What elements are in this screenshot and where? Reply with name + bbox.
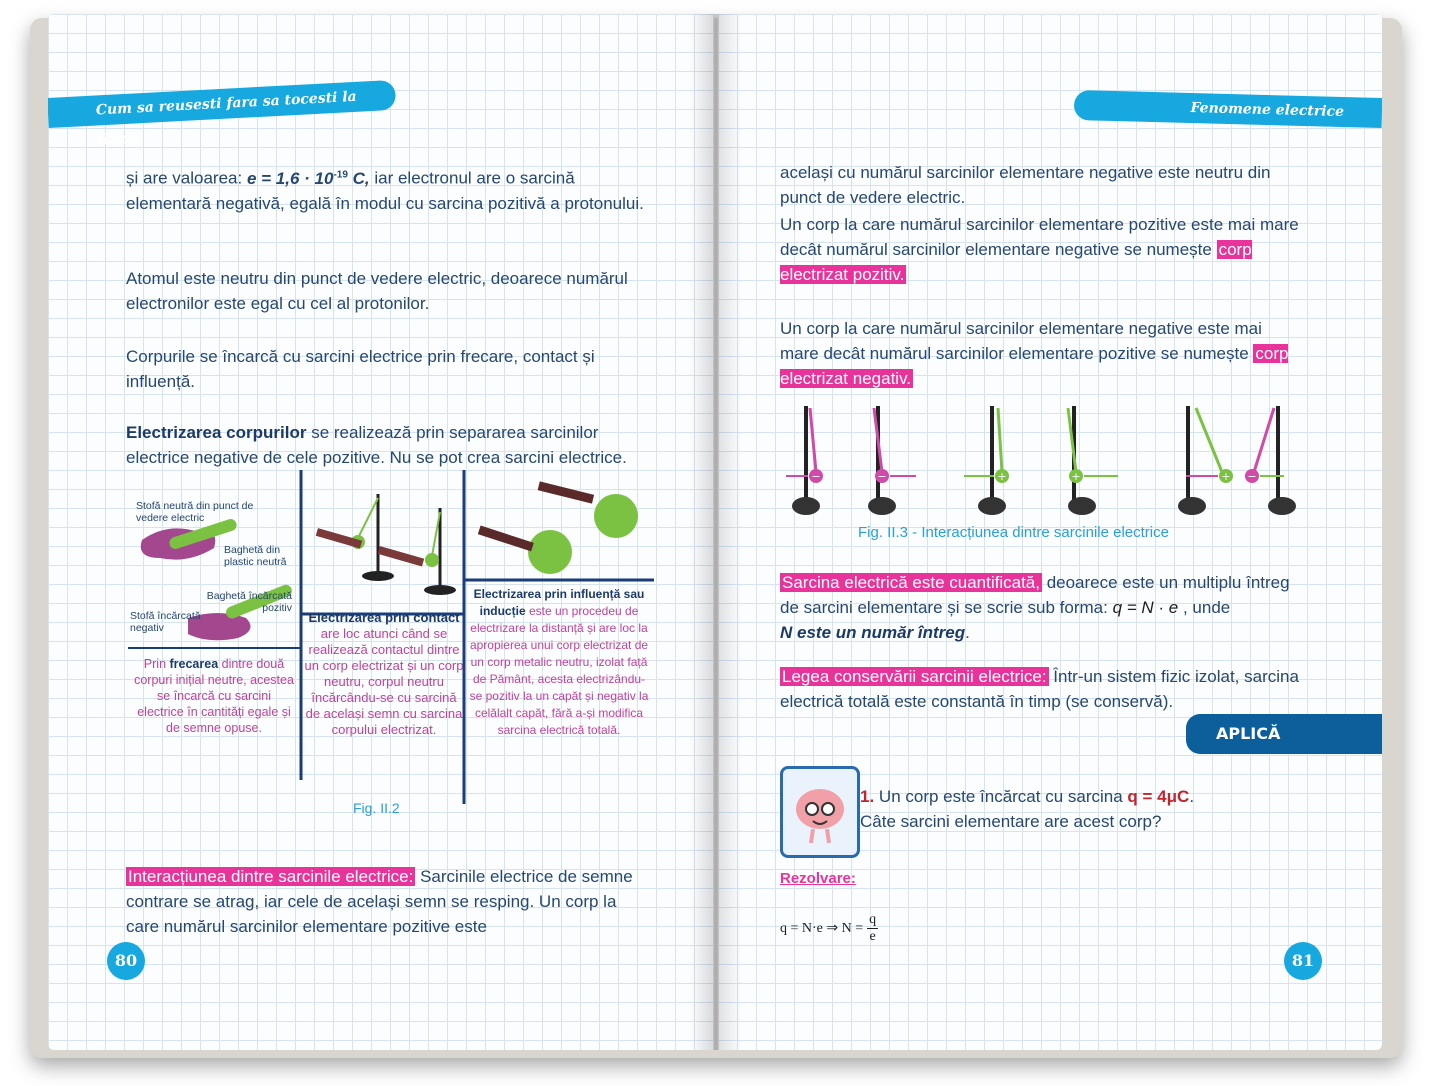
- rezolvare-label: Rezolvare:: [780, 870, 856, 887]
- pendulum-pair-attract: [1178, 406, 1296, 515]
- right-page-header: Fenomene electrice: [1074, 90, 1382, 128]
- left-para-4: Electrizarea corpurilor se realizează prin separarea sarcinilor electrice negative de cele pozitive. Nu se pot crea sarcini electrice.: [126, 423, 627, 467]
- induction-rod-1: [478, 526, 534, 552]
- induction-rod-2: [538, 481, 595, 503]
- right-para-5: Legea conservării sarcinii electrice: Într-un sistem fizic izolat, sarcina electrică totală este constantă în timp (se conservă).: [780, 667, 1299, 711]
- left-para-1: și are valoarea: $e = 1,6 \cdot 10^{-19}$ C, iar electronul are o sarcină elementară negativă, egală în modul cu sarcina pozitivă a protonului.: [126, 168, 644, 213]
- right-page: [718, 14, 1382, 1050]
- right-para-4: Sarcina electrică este cuantificată, deoarece este un multiplu întreg de sarcini elementare și se scrie sub forma: q = N · e , unde N este un număr întreg.: [780, 573, 1290, 642]
- pendulum-pair-repel-positive: [964, 406, 1118, 515]
- solution-formula: q = N·e ⇒ N = $\frac{q}{e}$: [780, 912, 877, 944]
- col-friction-text: Prin frecarea dintre două corpuri inițial neutre, acestea se încarcă cu sarcini electrice în cantități egale și de semne opuse.: [134, 657, 294, 735]
- contact-stand-2: [378, 508, 456, 595]
- left-para-2: Atomul este neutru din punct de vedere electric, deoarece numărul electronilor este egal cu cel al protonilor.: [126, 269, 628, 313]
- book-spine: [690, 14, 742, 1050]
- label-stofa-negativ: Stofă încărcată negativ: [130, 610, 201, 634]
- fig-caption-right: Fig. II.3 - Interacțiunea dintre sarcinile electrice: [858, 524, 1169, 541]
- left-para-5: Interacțiunea dintre sarcinile electrice: Sarcinile electrice de semne contrare se atrag, iar cele de același semn se resping. Un corp la care numărul sarcinilor elementare pozitive este: [126, 867, 633, 936]
- left-page: [48, 14, 714, 1050]
- left-para-3: Corpurile se încarcă cu sarcini electrice prin frecare, contact și influență.: [126, 347, 595, 391]
- contact-stand-1: [316, 494, 394, 581]
- page-number-left: 80: [107, 942, 145, 980]
- label-stofa-neutra: Stofă neutră din punct de vedere electric: [136, 500, 254, 524]
- right-para-1: același cu numărul sarcinilor elementare negative este neutru din punct de vedere electric.: [780, 163, 1271, 207]
- brain-icon: [780, 766, 860, 858]
- figure-pendulums: [778, 392, 1308, 522]
- svg-text:−: −: [1247, 470, 1257, 483]
- induction-sphere-2: [594, 494, 638, 538]
- svg-text:−: −: [877, 470, 887, 483]
- right-para-3: Un corp la care numărul sarcinilor elementare negative este mai mare decât numărul sarcinilor elementare pozitive se numește corp electrizat negativ.: [780, 319, 1289, 388]
- right-para-2: Un corp la care numărul sarcinilor elementare pozitive este mai mare decât numărul sarcinilor elementare negative se numește corp electrizat pozitiv.: [780, 215, 1299, 284]
- svg-text:+: +: [1221, 470, 1231, 483]
- left-page-header: Cum sa reusesti fara sa tocesti la fizica: [48, 80, 396, 128]
- page-number-right: 81: [1284, 942, 1322, 980]
- induction-sphere-1: [528, 530, 572, 574]
- fig-caption-left: Fig. II.2: [353, 800, 400, 816]
- svg-text:+: +: [1071, 470, 1081, 483]
- pendulum-pair-repel-negative: [786, 406, 916, 515]
- label-bagheta-plastic: Baghetă din plastic neutră: [224, 544, 287, 568]
- svg-text:−: −: [811, 470, 821, 483]
- col-contact-text: Electrizarea prin contact are loc atunci când se realizează contactul dintre un corp electrizat și un corp neutru, corpul neutru încărcându-se cu sarcină de același semn cu sarcina corpului electrizat.: [304, 610, 464, 737]
- svg-text:+: +: [997, 470, 1007, 483]
- aplica-banner: APLICĂ: [1186, 714, 1382, 754]
- label-bagheta-pozitiv: Baghetă încărcată pozitiv: [206, 590, 292, 614]
- col-induction-text: Electrizarea prin influență sau inducție este un procedeu de electrizare la distanță și are loc la apropierea unui corp electrizat de un corp metalic neutru, izolat față de Pământ, acesta electrizându-se pozitiv la un capăt și negativ la celălalt capăt, fără a-și modifica sarcina electrică totală.: [469, 587, 649, 737]
- problem-1: 1. Un corp este încărcat cu sarcina q = 4μC. Câte sarcini elementare are acest corp?: [860, 787, 1195, 831]
